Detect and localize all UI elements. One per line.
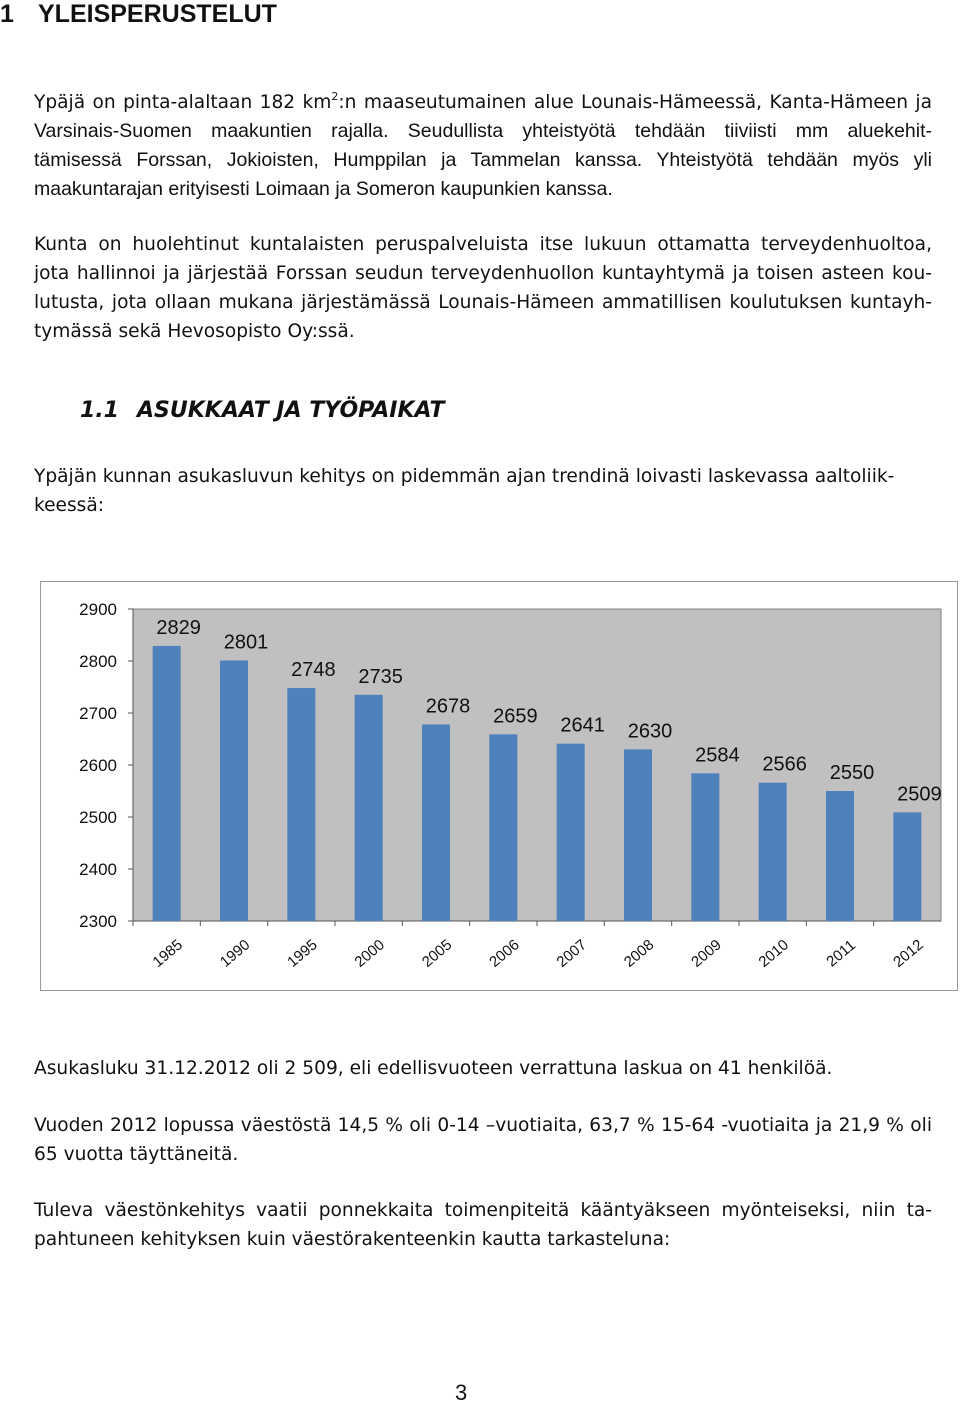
section-title: ASUKKAAT JA TYÖPAIKAT <box>136 398 445 423</box>
data-label: 2509 <box>897 783 942 806</box>
x-tick-label: 1990 <box>216 936 254 971</box>
text-line: Ypäjä on pinta-alaltaan 182 $km^2:n$ maaseutumainen alue Lounais-Hämeessä, Kanta-Hämeen ja <box>34 90 932 113</box>
x-tick-label: 2008 <box>620 936 658 971</box>
data-label: 2829 <box>156 616 201 639</box>
text-line: tymässä sekä Hevosopisto Oy:ssä. <box>34 321 355 342</box>
y-tick-label: 2900 <box>79 600 117 619</box>
x-tick-label: 2000 <box>351 936 389 971</box>
text-line: 65 vuotta täyttäneitä. <box>34 1144 239 1165</box>
y-tick-label: 2600 <box>79 756 117 775</box>
y-tick-label: 2500 <box>79 808 117 827</box>
bar <box>691 773 719 921</box>
x-tick-label: 2010 <box>755 936 793 971</box>
text-line: pahtuneen kehityksen kuin väestörakenteenkin kautta tarkasteluna: <box>34 1229 671 1250</box>
bar <box>489 734 517 921</box>
x-tick-label: 2009 <box>688 936 725 971</box>
x-tick-label: 2005 <box>418 936 456 971</box>
text-line: Vuoden 2012 lopussa väestöstä 14,5 % oli 0-14 –vuotiaita, 63,7 % 15-64 -vuotiaita ja 21,9 % oli <box>34 1115 932 1136</box>
text-line: jota hallinnoi ja järjestää Forssan seudun terveydenhuollon kuntayhtymä ja toisen asteen kou- <box>34 263 932 284</box>
bar <box>422 724 450 921</box>
bar <box>759 783 787 921</box>
chapter-number: 1 <box>0 0 14 28</box>
y-tick-label: 2400 <box>79 860 117 879</box>
text-line: tämisessä Forssan, Jokioisten, Humppilan ja Tammelan kanssa. Yhteistyötä tehdään myös yli <box>34 149 932 171</box>
data-label: 2801 <box>223 631 269 654</box>
y-tick-label: 2700 <box>79 704 117 723</box>
bar <box>287 688 315 921</box>
text-line: Varsinais-Suomen maakuntien rajalla. Seudullista yhteistyötä tehdään tiiviisti mm aluekehit- <box>34 120 932 142</box>
y-tick-label: 2300 <box>79 912 117 931</box>
outlook-paragraph <box>34 1196 932 1254</box>
x-tick-label: 2006 <box>486 936 523 971</box>
text-line: Asukasluku 31.12.2012 oli 2 509, eli edellisvuoteen verrattuna laskua on 41 henkilöä. <box>34 1058 833 1079</box>
text-line: keessä: <box>34 495 105 516</box>
x-tick-label: 2012 <box>890 936 927 971</box>
x-tick-label: 1995 <box>284 936 321 971</box>
page-number: 3 <box>455 1380 468 1405</box>
x-tick-label: 1985 <box>149 936 187 971</box>
data-label: 2735 <box>358 665 403 688</box>
superscript: 2 <box>331 90 339 103</box>
population-summary-paragraph <box>34 1054 932 1083</box>
x-tick-label: 2011 <box>823 936 859 971</box>
bar <box>624 749 652 921</box>
data-label: 2659 <box>493 705 538 728</box>
bar <box>826 791 854 921</box>
text-line: Kunta on huolehtinut kuntalaisten peruspalveluista itse lukuun ottamatta terveydenhuoltoa, <box>34 234 932 255</box>
bar <box>153 646 181 921</box>
chapter-title: YLEISPERUSTELUT <box>38 0 277 28</box>
data-label: 2566 <box>762 753 807 776</box>
y-tick-label: 2800 <box>79 652 117 671</box>
text-line: lutusta, jota ollaan mukana järjestämässä Lounais-Hämeen ammatillisen koulutuksen kuntayh- <box>34 292 932 313</box>
text-line: Tuleva väestönkehitys vaatii ponnekkaita toimenpiteitä kääntyäkseen myönteiseksi, niin ta- <box>34 1200 932 1221</box>
x-tick-label: 2007 <box>553 936 591 971</box>
data-label: 2550 <box>829 762 875 784</box>
data-label: 2641 <box>560 714 605 737</box>
bar <box>220 660 248 921</box>
bar <box>557 744 585 921</box>
data-label: 2584 <box>695 744 740 767</box>
data-label: 2630 <box>627 720 673 743</box>
data-label: 2748 <box>291 659 336 682</box>
bar <box>893 812 921 921</box>
text-line: Ypäjän kunnan asukasluvun kehitys on pidemmän ajan trendinä loivasti laskevassa aaltoliik- <box>34 466 895 487</box>
data-label: 2678 <box>425 695 471 718</box>
plot-area <box>133 609 941 921</box>
section-number: 1.1 <box>80 398 119 423</box>
bar <box>355 695 383 921</box>
text-line: maakuntarajan erityisesti Loimaan ja Someron kaupunkien kanssa. <box>34 178 613 200</box>
age-structure-paragraph <box>34 1111 932 1169</box>
